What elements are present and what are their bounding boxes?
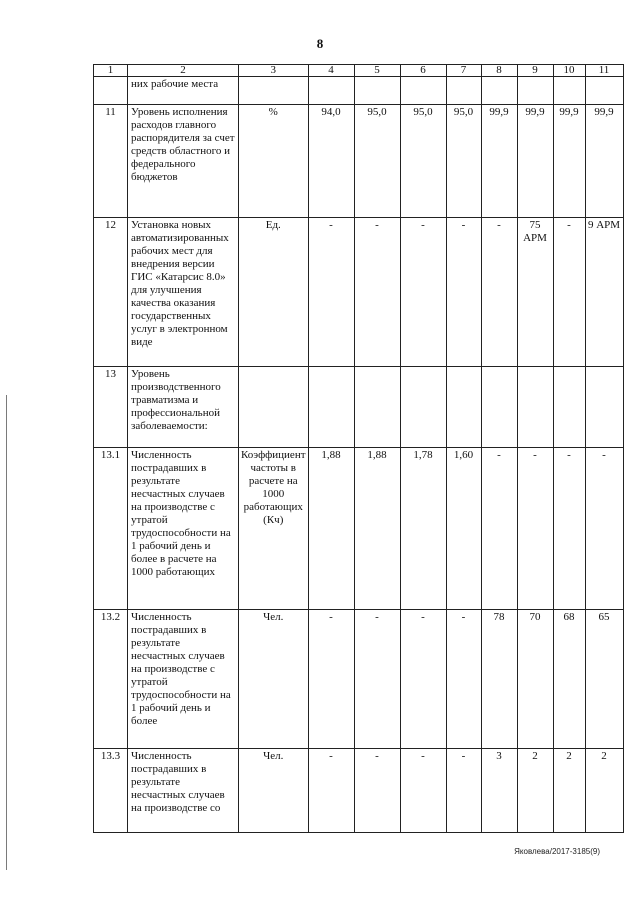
value-cell: - <box>446 610 481 749</box>
value-cell: 70 <box>517 610 553 749</box>
value-cell: - <box>308 218 354 367</box>
header-cell: 2 <box>128 65 239 77</box>
value-cell: 99,9 <box>481 105 517 218</box>
value-cell: 95,0 <box>446 105 481 218</box>
value-cell <box>308 367 354 448</box>
value-cell: - <box>585 448 623 610</box>
header-cell: 4 <box>308 65 354 77</box>
header-cell: 9 <box>517 65 553 77</box>
header-cell: 11 <box>585 65 623 77</box>
value-cell: - <box>481 218 517 367</box>
value-cell <box>553 77 585 105</box>
indicator-name: Численность пострадавших в результате несчастных случаев на производстве с утратой трудоспособности на 1 рабочий день и более в расчете на 1000 работающих <box>128 448 239 610</box>
table-row <box>94 749 624 833</box>
value-cell <box>354 77 400 105</box>
row-number: 11 <box>94 105 128 218</box>
value-cell: - <box>446 218 481 367</box>
unit-cell <box>239 77 309 105</box>
value-cell: - <box>400 749 446 833</box>
value-cell: 99,9 <box>517 105 553 218</box>
value-cell: 75 АРМ <box>517 218 553 367</box>
indicator-name: Численность пострадавших в результате несчастных случаев на производстве с утратой трудоспособности на 1 рабочий день и более <box>128 610 239 749</box>
value-cell: - <box>553 448 585 610</box>
unit-cell: Ед. <box>239 218 309 367</box>
value-cell: 94,0 <box>308 105 354 218</box>
unit-cell: Чел. <box>239 749 309 833</box>
unit-cell: % <box>239 105 309 218</box>
value-cell: 65 <box>585 610 623 749</box>
value-cell: 1,78 <box>400 448 446 610</box>
value-cell: 2 <box>517 749 553 833</box>
value-cell: 3 <box>481 749 517 833</box>
value-cell: - <box>400 610 446 749</box>
row-number: 13.2 <box>94 610 128 749</box>
value-cell: 99,9 <box>553 105 585 218</box>
value-cell <box>354 367 400 448</box>
row-number: 12 <box>94 218 128 367</box>
header-cell: 3 <box>239 65 309 77</box>
value-cell <box>481 367 517 448</box>
value-cell: 1,60 <box>446 448 481 610</box>
table-row <box>94 105 624 218</box>
table-row <box>94 218 624 367</box>
unit-cell <box>239 367 309 448</box>
value-cell: 95,0 <box>400 105 446 218</box>
value-cell <box>400 77 446 105</box>
header-cell: 7 <box>446 65 481 77</box>
value-cell: 68 <box>553 610 585 749</box>
value-cell: - <box>308 749 354 833</box>
row-number <box>94 77 128 105</box>
header-cell: 5 <box>354 65 400 77</box>
value-cell: 2 <box>553 749 585 833</box>
value-cell: - <box>354 610 400 749</box>
value-cell: - <box>308 610 354 749</box>
value-cell: - <box>354 218 400 367</box>
value-cell <box>553 367 585 448</box>
indicator-name: них рабочие места <box>128 77 239 105</box>
value-cell: 1,88 <box>308 448 354 610</box>
value-cell: - <box>400 218 446 367</box>
value-cell: 99,9 <box>585 105 623 218</box>
value-cell <box>481 77 517 105</box>
indicator-name: Уровень исполнения расходов главного распорядителя за счет средств областного и федерального бюджетов <box>128 105 239 218</box>
value-cell: 1,88 <box>354 448 400 610</box>
row-number: 13.1 <box>94 448 128 610</box>
value-cell <box>517 77 553 105</box>
table-row <box>94 77 624 105</box>
indicator-table <box>93 64 624 833</box>
value-cell <box>585 367 623 448</box>
value-cell: 78 <box>481 610 517 749</box>
value-cell <box>446 77 481 105</box>
value-cell: - <box>354 749 400 833</box>
header-cell: 8 <box>481 65 517 77</box>
row-number: 13 <box>94 367 128 448</box>
value-cell: - <box>481 448 517 610</box>
unit-cell: Коэффициент частоты в расчете на 1000 работающих (Кч) <box>239 448 309 610</box>
header-cell: 10 <box>553 65 585 77</box>
unit-cell: Чел. <box>239 610 309 749</box>
value-cell: 9 АРМ <box>585 218 623 367</box>
table-row <box>94 448 624 610</box>
value-cell <box>308 77 354 105</box>
value-cell: - <box>517 448 553 610</box>
indicator-name: Численность пострадавших в результате несчастных случаев на производстве со <box>128 749 239 833</box>
value-cell <box>517 367 553 448</box>
row-number: 13.3 <box>94 749 128 833</box>
value-cell <box>446 367 481 448</box>
indicator-name: Уровень производственного травматизма и профессиональной заболеваемости: <box>128 367 239 448</box>
document-code: Яковлева/2017-3185(9) <box>514 847 600 856</box>
value-cell: 95,0 <box>354 105 400 218</box>
value-cell <box>585 77 623 105</box>
value-cell <box>400 367 446 448</box>
indicator-name: Установка новых автоматизированных рабочих мест для внедрения версии ГИС «Катарсис 8.0» для улучшения качества оказания государственных услуг в электронном виде <box>128 218 239 367</box>
table-row <box>94 367 624 448</box>
header-cell: 6 <box>400 65 446 77</box>
header-cell: 1 <box>94 65 128 77</box>
table-row <box>94 610 624 749</box>
value-cell: - <box>446 749 481 833</box>
page-number: 8 <box>316 36 324 51</box>
value-cell: - <box>553 218 585 367</box>
value-cell: 2 <box>585 749 623 833</box>
column-number-row <box>94 65 624 77</box>
scan-edge-line <box>6 395 7 870</box>
